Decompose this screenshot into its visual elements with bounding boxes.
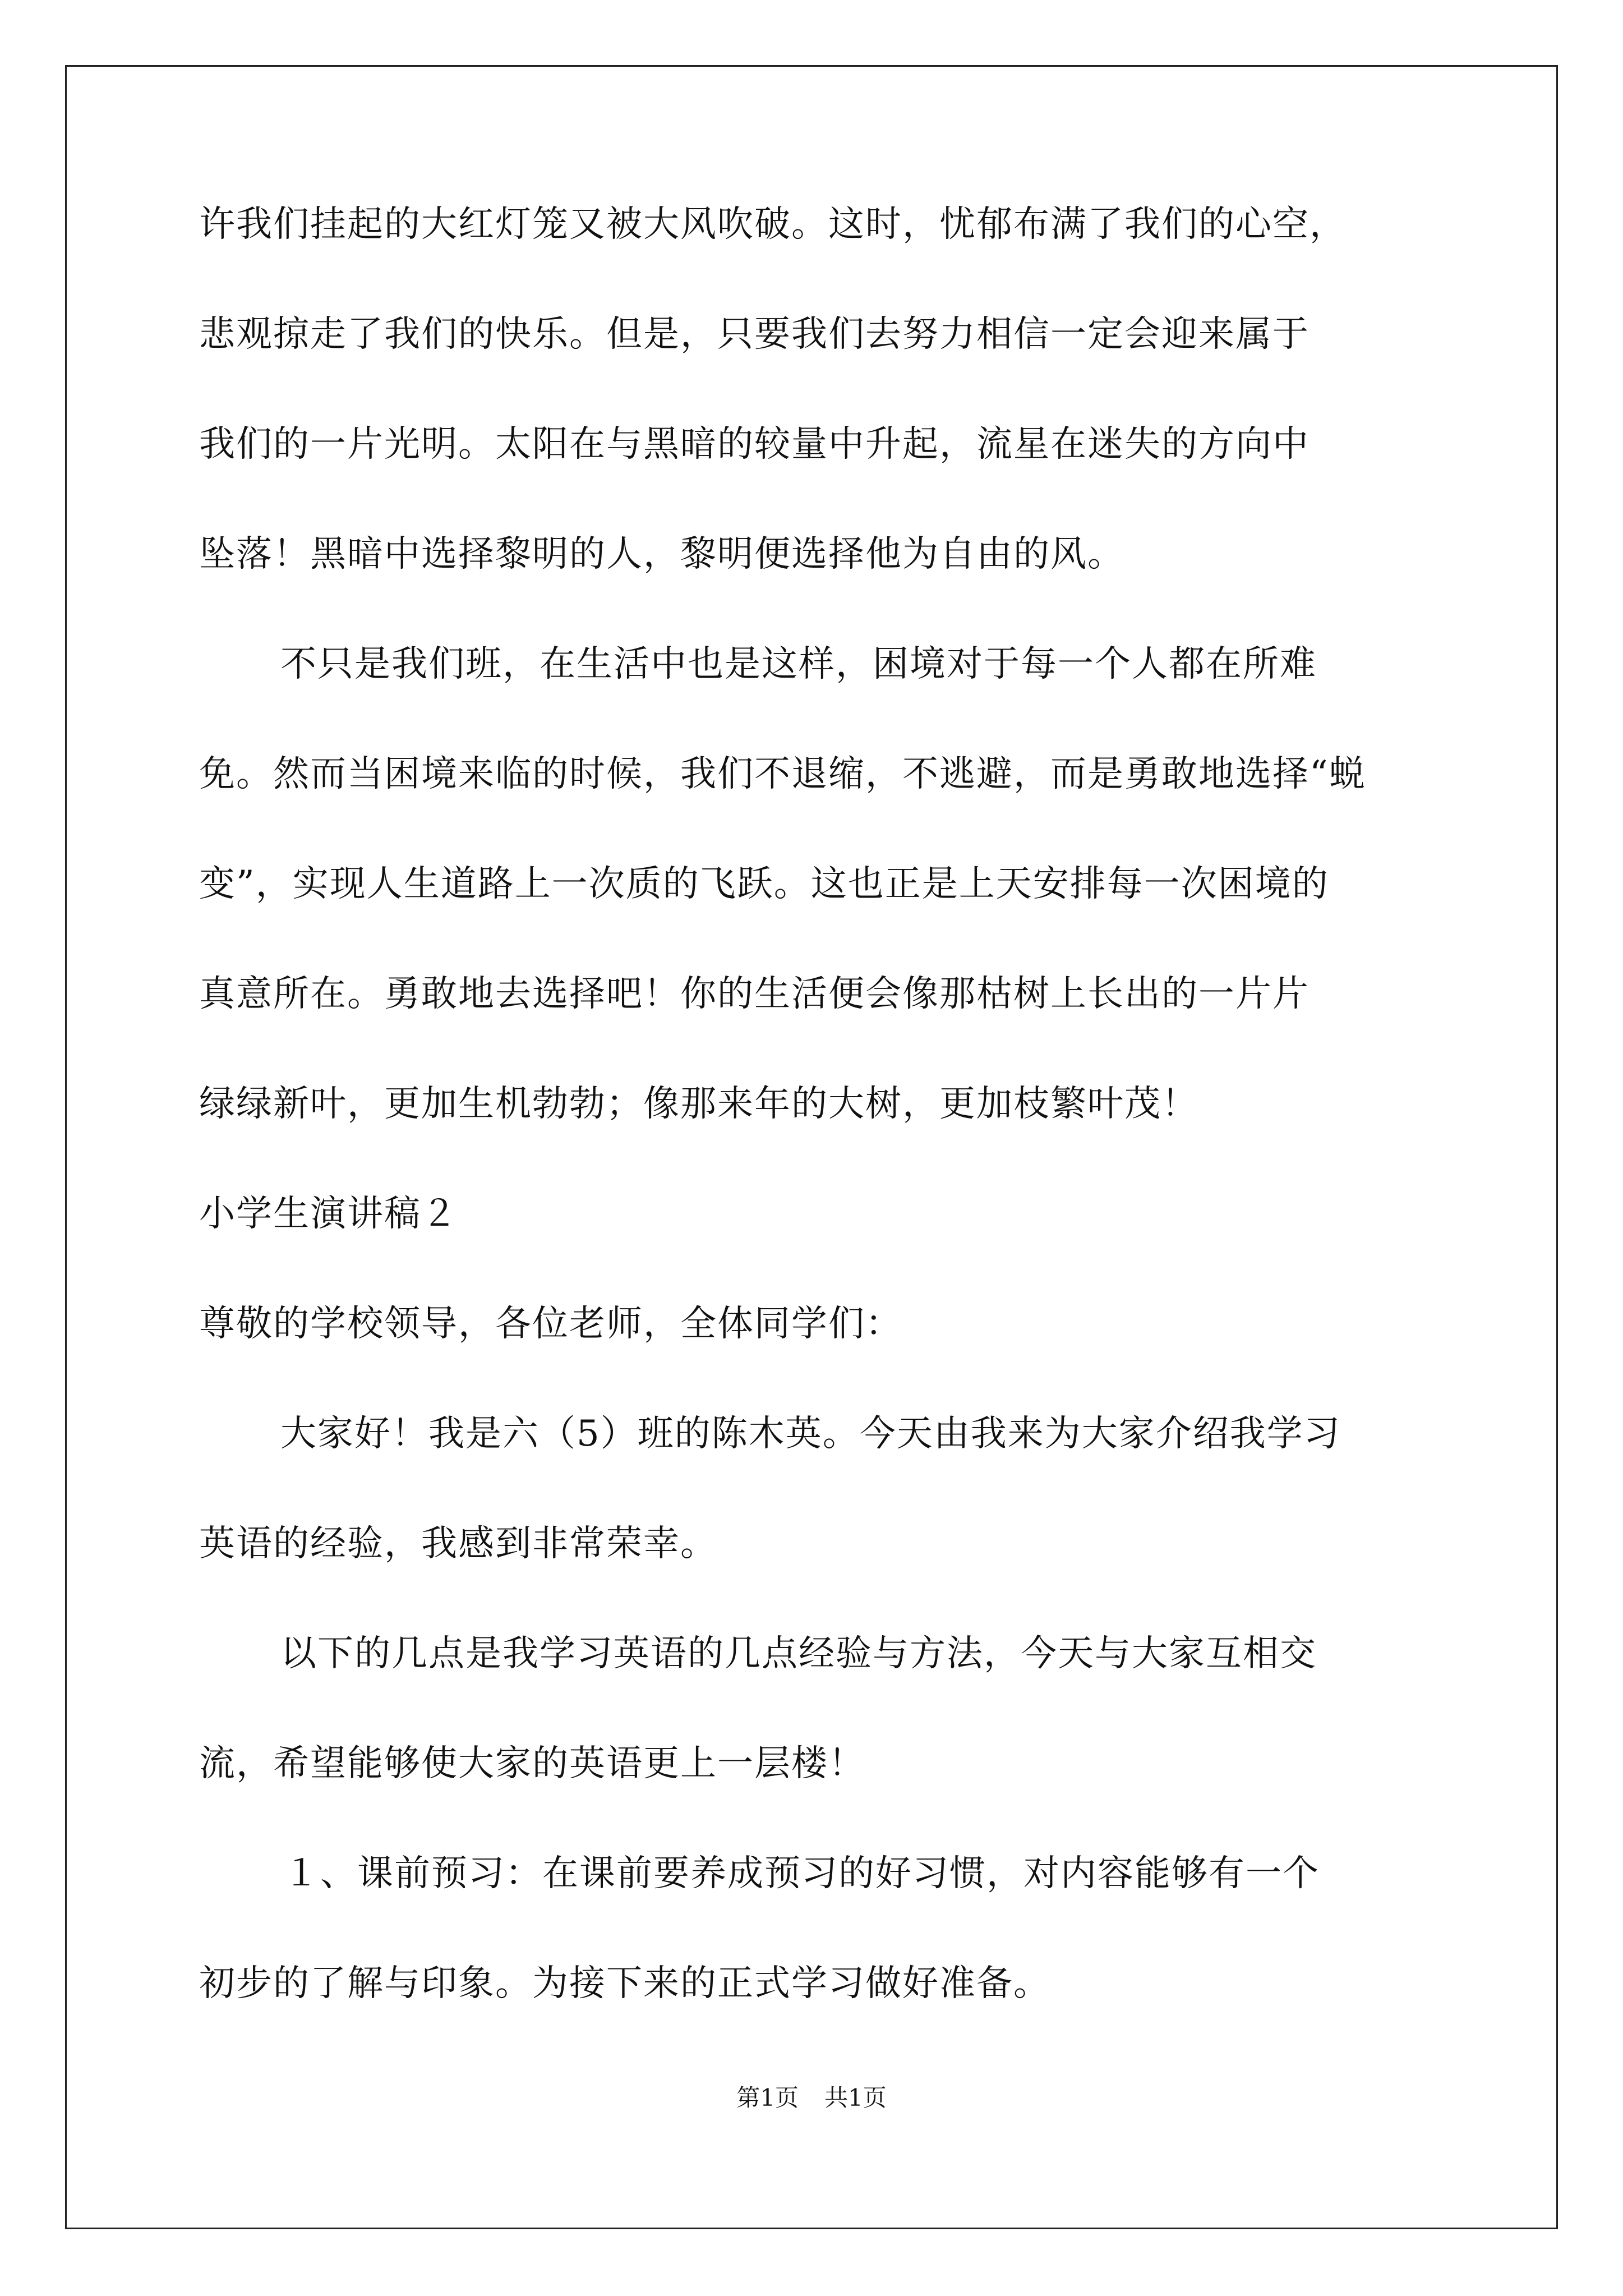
paragraph-line: 悲观掠走了我们的快乐。但是，只要我们去努力相信一定会迎来属于	[199, 314, 1310, 355]
paragraph-line: 许我们挂起的大红灯笼又被大风吹破。这时，忧郁布满了我们的心空，	[199, 204, 1347, 245]
paragraph-line: 绿绿新叶，更加生机勃勃；像那来年的大树，更加枝繁叶茂！	[199, 1083, 1198, 1125]
paragraph-line: 大家好！我是六（5）班的陈木英。今天由我来为大家介绍我学习	[280, 1413, 1341, 1455]
paragraph-line: 以下的几点是我学习英语的几点经验与方法，今天与大家互相交	[280, 1633, 1317, 1674]
section-title: 小学生演讲稿２	[199, 1193, 458, 1235]
paragraph-line: 我们的一片光明。太阳在与黑暗的较量中升起，流星在迷失的方向中	[199, 424, 1310, 465]
paragraph-line: 变”，实现人生道路上一次质的飞跃。这也正是上天安排每一次困境的	[199, 863, 1329, 905]
paragraph-line: 初步的了解与印象。为接下来的正式学习做好准备。	[199, 1963, 1050, 2004]
paragraph-line: 英语的经验，我感到非常荣幸。	[199, 1523, 717, 1565]
paragraph-line: 真意所在。勇敢地去选择吧！你的生活便会像那枯树上长出的一片片	[199, 973, 1310, 1015]
page-number: 第1页	[736, 2084, 799, 2111]
paragraph-line: １、课前预习：在课前要养成预习的好习惯，对内容能够有一个	[283, 1853, 1320, 1894]
page-footer	[0, 2082, 1623, 2114]
paragraph-line: 坠落！黑暗中选择黎明的人，黎明便选择他为自由的风。	[199, 533, 1124, 575]
salutation-line: 尊敬的学校领导，各位老师，全体同学们：	[199, 1303, 902, 1345]
page-total: 共1页	[824, 2084, 887, 2111]
paragraph-line: 不只是我们班，在生活中也是这样，困境对于每一个人都在所难	[280, 643, 1317, 685]
page-border	[65, 65, 1558, 2229]
paragraph-line: 免。然而当困境来临的时候，我们不退缩，不逃避，而是勇敢地选择“蜕	[199, 753, 1366, 795]
paragraph-line: 流，希望能够使大家的英语更上一层楼！	[199, 1743, 865, 1784]
